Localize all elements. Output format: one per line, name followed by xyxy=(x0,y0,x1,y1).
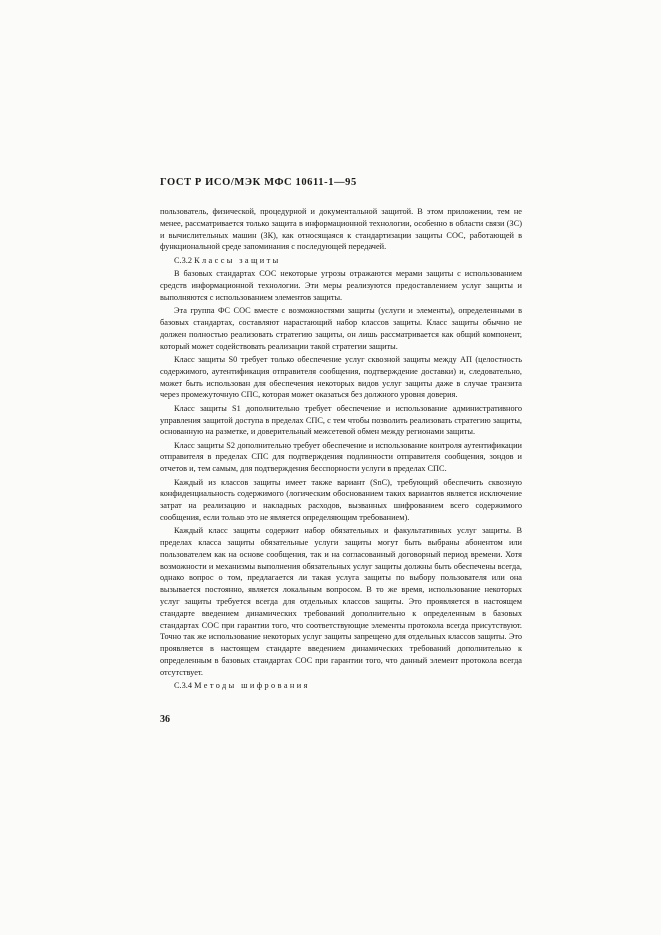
section-heading-c34 xyxy=(160,680,522,692)
document-body xyxy=(160,206,522,694)
paragraph: Класс защиты S0 требует только обеспечение услуг сквозной защиты между АП (целостность содержимого, аутентификация отправителя сообщения, подтверждение доставки) и, следовательно, может быть использован для обеспечения некоторых видов услуг защиты даже в случае транзита через промежуточную СПС, которая может оказаться без должного уровня доверия. xyxy=(160,355,522,400)
paragraph: Каждый класс защиты содержит набор обязательных и факультативных услуг защиты. В пределах класса защиты обязательные услуги защиты могут быть выбраны абонентом или пользователем как на основе сообщения, так и на согласованный договорный период времени. Хотя возможности и механизмы выполнения обязательных услуг защиты должны быть обеспечены всегда, однако вопрос о том, предлагается ли такая услуга защиты по выбору пользователя или она вызывается постоянно, является локальным вопросом. В то же время, использование некоторых услуг защиты требуется всегда для отдельных классов защиты. Это проявляется в настоящем стандарте введением динамических требований дополнительно к определенным в базовых стандартах СОС при гарантии того, что соответствующие элементы протокола всегда присутствуют. Точно так же использование некоторых услуг защиты запрещено для отдельных классов защиты. Это проявляется в настоящем стандарте введением динамических требований дополнительно к определенным в базовых стандартах СОС при гарантии того, что данный элемент протокола всегда отсутствует. xyxy=(160,526,522,677)
section-number: С.3.4 xyxy=(174,681,192,691)
section-number: С.3.2 xyxy=(174,255,192,265)
document-header: ГОСТ Р ИСО/МЭК МФС 10611-1—95 xyxy=(160,177,357,188)
paragraph: Каждый из классов защиты имеет также вариант (SnC), требующий обеспечить сквозную конфиденциальность содержимого (логическим обоснованием таких вариантов является исключение затрат на реализацию и накладных расходов, вызванных шифрованием всего содержимого сообщения, если только это не является определяющим требованием). xyxy=(160,477,522,522)
page-number: 36 xyxy=(160,714,170,725)
section-heading-c32 xyxy=(160,255,522,267)
paragraph: Эта группа ФС СОС вместе с возможностями защиты (услуги и элементы), определенными в базовых стандартах, составляют нарастающий набор классов защиты. Класс защиты обычно не должен полностью реализовать стратегию защиты, он лишь рассматривается как общий компонент, который может содействовать реализации такой стратегии защиты. xyxy=(160,306,522,351)
paragraph: Класс защиты S2 дополнительно требует обеспечение и использование контроля аутентификации отправителя в пределах СПС для подтверждения подлинности отправителя сообщения, зондов и отчетов и, тем самым, для подтверждения бесспорности услуги в пределах СПС. xyxy=(160,440,522,474)
paragraph: В базовых стандартах СОС некоторые угрозы отражаются мерами защиты с использованием средств информационной технологии. Эти меры реализуются предоставлением услуг защиты и выполняются с использованием элементов защиты. xyxy=(160,269,522,303)
paragraph-intro: пользователь, физической, процедурной и документальной защитой. В этом приложении, тем не менее, рассматривается только защита в информационной технологии, особенно в области связи (ЗС) и вычислительных машин (ЗК), как относящаяся к стандартизации защиты СОС, работающей в функциональной среде запоминания с последующей передачей. xyxy=(160,207,522,252)
section-title: Классы защиты xyxy=(194,255,281,265)
paragraph: Класс защиты S1 дополнительно требует обеспечение и использование административного управления защитой доступа в пределах СПС, с тем чтобы позволить реализовать стратегию защиты, основанную на разметке, и доверительный межсетевой обмен между регионами защиты. xyxy=(160,403,522,437)
section-title: Методы шифрования xyxy=(194,681,310,691)
